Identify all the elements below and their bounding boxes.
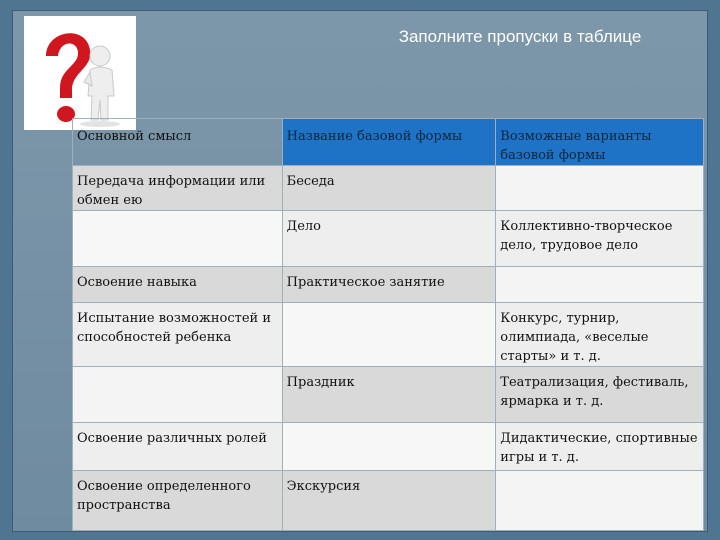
table-cell: Дело xyxy=(282,211,496,267)
table-row xyxy=(73,303,704,367)
table-cell: Праздник xyxy=(282,367,496,423)
blank-cell[interactable] xyxy=(496,267,704,303)
table-cell: Коллективно-творческое дело, трудовое дело xyxy=(496,211,704,267)
table-cell: Освоение различных ролей xyxy=(73,423,283,471)
header-main-meaning: Основной смысл xyxy=(73,119,283,166)
table-row xyxy=(73,211,704,267)
table-header-row xyxy=(73,119,704,166)
table-row xyxy=(73,267,704,303)
table-cell: Беседа xyxy=(282,166,496,211)
table-cell: Экскурсия xyxy=(282,471,496,531)
header-base-form-name: Название базовой формы xyxy=(282,119,496,166)
table-cell: Театрализация, фестиваль, ярмарка и т. д. xyxy=(496,367,704,423)
table-cell: Освоение навыка xyxy=(73,267,283,303)
slide-title: Заполните пропуски в таблице xyxy=(398,27,642,46)
table-row xyxy=(73,166,704,211)
blank-cell[interactable] xyxy=(73,211,283,267)
blank-cell[interactable] xyxy=(496,166,704,211)
table-cell: Дидактические, спортивные игры и т. д. xyxy=(496,423,704,471)
blank-cell[interactable] xyxy=(73,367,283,423)
table-row xyxy=(73,367,704,423)
table-row xyxy=(73,423,704,471)
blank-cell[interactable] xyxy=(282,303,496,367)
forms-table xyxy=(72,118,704,531)
question-mark-figure-icon xyxy=(24,16,136,130)
blank-cell[interactable] xyxy=(496,471,704,531)
header-form-variants: Возможные варианты базовой формы xyxy=(496,119,704,166)
table-cell: Конкурс, турнир, олимпиада, «веселые старты» и т. д. xyxy=(496,303,704,367)
table-cell: Испытание возможностей и способностей ребенка xyxy=(73,303,283,367)
table-cell: Освоение определенного пространства xyxy=(73,471,283,531)
blank-cell[interactable] xyxy=(282,423,496,471)
table-cell: Передача информации или обмен ею xyxy=(73,166,283,211)
table-row xyxy=(73,471,704,531)
table-cell: Практическое занятие xyxy=(282,267,496,303)
